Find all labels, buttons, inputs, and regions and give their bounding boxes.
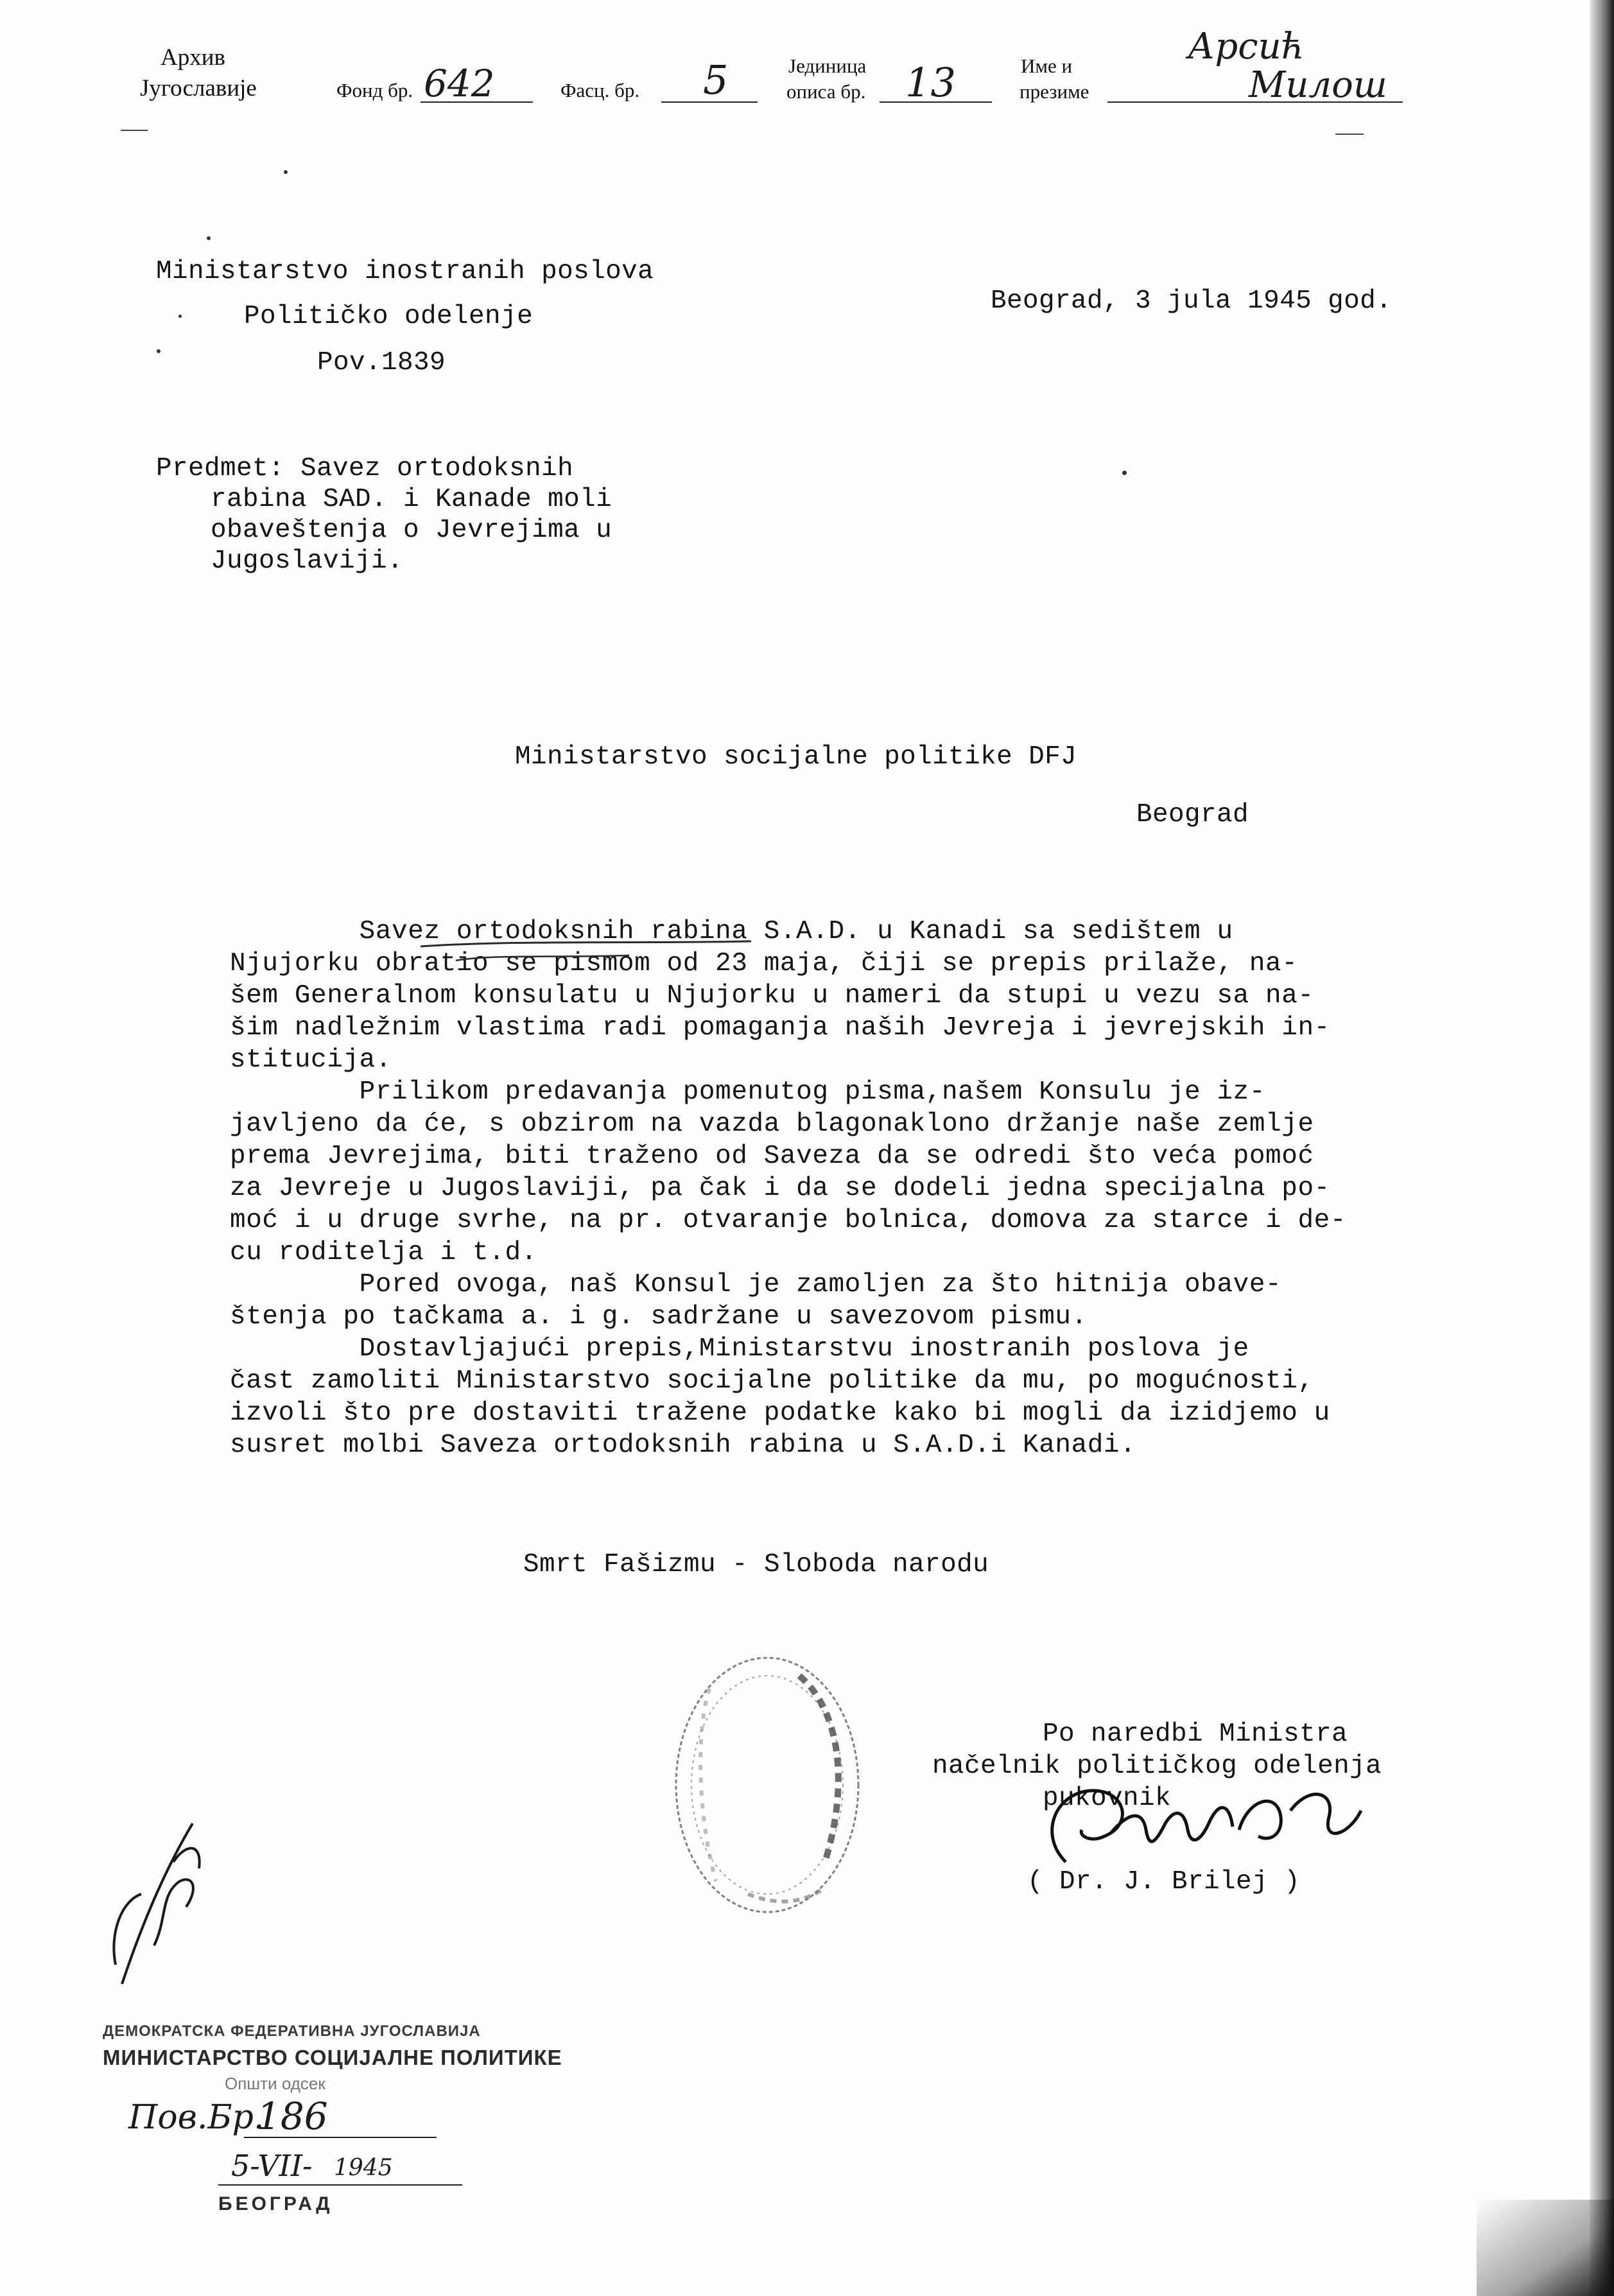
body-line: za Jevreje u Jugoslaviji, pa čak i da se dodeli jedna specijalna po-	[230, 1174, 1330, 1203]
pencil-underline	[417, 935, 995, 967]
header-dash-left	[121, 130, 148, 131]
registry-received-stamp	[103, 2022, 562, 2228]
body-line: cu roditelja i t.d.	[230, 1238, 537, 1267]
body-line: javljeno da će, s obzirom na vazda blagonaklono držanje naše zemlje	[230, 1109, 1314, 1139]
unit-label-line2: описа бр.	[786, 80, 866, 103]
name-label-line1: Име и	[1021, 55, 1073, 77]
body-line: Savez ortodoksnih rabina S.A.D. u Kanadi sa sedištem u	[230, 917, 1233, 946]
body-line: izvoli što pre dostaviti tražene podatke kako bi mogli da izidjemo u	[230, 1398, 1330, 1428]
handwritten-signature	[1027, 1772, 1412, 1875]
signature-line1: Po naredbi Ministra	[1043, 1719, 1348, 1749]
body-line: susret molbi Saveza ortodoksnih rabina u S.A.D.i Kanadi.	[230, 1431, 1136, 1460]
letterhead-reference: Pov.1839	[317, 348, 446, 378]
fond-label: Фонд бр.	[336, 79, 413, 101]
scan-speck	[1122, 471, 1127, 475]
recipient-city: Beograd	[1136, 800, 1249, 830]
stamp-date-line	[218, 2184, 462, 2186]
stamp-line2: МИНИСТАРСТВО СОЦИЈАЛНЕ ПОЛИТИКЕ	[103, 2046, 562, 2069]
archive-label-line2: Југославије	[140, 75, 257, 101]
body-line: Dostavljajući prepis,Ministarstvu inostranih poslova je	[230, 1334, 1249, 1364]
body-line: moć i u druge svrhe, na pr. otvaranje bolnica, domova za starce i de-	[230, 1206, 1347, 1235]
stamp-line1: ДЕМОКРАТСКА ФЕДЕРАТИВНА ЈУГОСЛАВИЈА	[103, 2022, 481, 2040]
fasc-label: Фасц. бр.	[560, 79, 640, 101]
stamp-line3: Општи одсек	[225, 2074, 325, 2093]
name-label-line2: презиме	[1020, 80, 1089, 103]
closing-slogan: Smrt Fašizmu - Sloboda narodu	[523, 1550, 989, 1579]
body-line: Prilikom predavanja pomenutog pisma,našem Konsulu je iz-	[230, 1077, 1266, 1107]
body-line: Pored ovoga, naš Konsul je zamoljen za što hitnija obave-	[230, 1270, 1282, 1300]
stamp-number-line	[244, 2137, 437, 2138]
header-dash-right	[1335, 134, 1364, 135]
body-line: stitucija.	[230, 1045, 392, 1075]
recipient-name: Ministarstvo socijalne politike DFJ	[515, 742, 1077, 772]
body-line: šim nadležnim vlastima radi pomaganja naših Jevreja i jevrejskih in-	[230, 1013, 1330, 1043]
scan-speck	[178, 315, 182, 318]
body-line: štenja po tačkama a. i g. sadržane u savezovom pismu.	[230, 1302, 1088, 1332]
body-line: šem Generalnom konsulatu u Njujorku u nameri da stupi u vezu sa na-	[230, 981, 1314, 1011]
signature-line3: pukovnik	[1043, 1784, 1172, 1813]
letterhead-department: Političko odelenje	[244, 302, 534, 331]
place-and-date: Beograd, 3 jula 1945 god.	[991, 286, 1393, 316]
scan-shadow-corner	[1477, 2200, 1614, 2296]
name-handwritten-surname: Арсић	[1188, 26, 1305, 67]
stamp-year-value: 1945	[334, 2155, 393, 2181]
letterhead-ministry: Ministarstvo inostranih poslova	[156, 257, 654, 286]
stamp-number-value: 186	[257, 2094, 328, 2138]
scan-speck	[207, 236, 211, 240]
scan-speck	[157, 349, 161, 353]
margin-handwritten-initials	[96, 1817, 225, 1997]
archive-label-line1: Архив	[161, 44, 225, 71]
unit-label-line1: Јединица	[788, 55, 867, 77]
body-line: čast zamoliti Ministarstvo socijalne politike da mu, po mogućnosti,	[230, 1366, 1314, 1396]
body-line: prema Jevrejima, biti traženo od Saveza da se odredi što veća pomoć	[230, 1142, 1314, 1171]
subject-line1: Predmet: Savez ortodoksnih	[156, 454, 574, 483]
scan-border-right	[1590, 0, 1614, 2296]
subject-line2: rabina SAD. i Kanade moli	[211, 485, 612, 514]
body-line: Njujorku obratio se pismom od 23 maja, čiji se prepis prilaže, na-	[230, 949, 1298, 978]
fond-handwritten-value: 642	[424, 62, 495, 105]
subject-line3: obaveštenja o Jevrejima u	[211, 516, 612, 545]
stamp-city: БЕОГРАД	[218, 2193, 333, 2214]
signature-line2: načelnik političkog odelenja	[932, 1752, 1382, 1781]
stamp-number-label: Пов.Бр.	[128, 2098, 265, 2137]
scan-speck	[284, 170, 288, 174]
stamp-date-value: 5-VII-	[231, 2148, 313, 2183]
name-handwritten-firstname: Милош	[1249, 64, 1387, 106]
unit-handwritten-value: 13	[905, 59, 956, 106]
round-seal-stamp	[671, 1650, 870, 1920]
fasc-handwritten-value: 5	[703, 57, 729, 103]
subject-line4: Jugoslaviji.	[211, 546, 404, 576]
signatory-name: ( Dr. J. Brilej )	[1027, 1867, 1301, 1897]
